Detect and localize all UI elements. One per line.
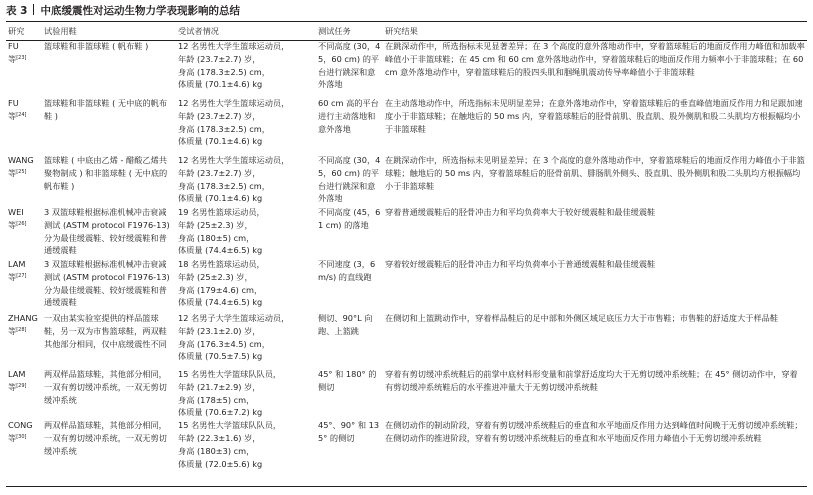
shoes-cell: 3 双篮球鞋根据标准机械冲击衰减测试 (ASTM protocol F1976-13) 分为最佳缓震鞋、较好缓震鞋和普通缓震鞋 <box>44 207 170 256</box>
study-etal: 等[24] <box>8 110 27 121</box>
table-label: 表 3 <box>6 5 28 17</box>
study-etal: 等[23] <box>8 53 27 64</box>
subject-line: 身高 (180±3) cm， <box>178 445 255 456</box>
study-etal: 等[30] <box>8 432 27 443</box>
task-cell: 不同高度 (45，61 cm) 的落地 <box>318 207 381 230</box>
citation-ref: [30] <box>16 433 27 440</box>
subjects-cell <box>176 368 316 419</box>
table-header-row <box>6 22 807 40</box>
citation-ref: [24] <box>16 111 27 118</box>
subject-line: 身高 (179±4.6) cm， <box>178 284 263 295</box>
subject-line: 19 名男性篮球运动员， <box>178 207 265 217</box>
subject-line: 年龄 (23.7±2.7) 岁， <box>178 167 261 178</box>
study-cell <box>6 258 42 312</box>
shoes-cell: 一双由某实验室提供的样品篮球鞋，另一双为市售篮球鞋，两双鞋其他部分相同，仅中底缓震性不同 <box>44 313 167 349</box>
header-shoes: 试验用鞋 <box>44 25 77 36</box>
subject-line: 体质量 (70.5±7.5) kg <box>178 351 263 362</box>
caption-separator <box>33 4 34 15</box>
subject-line: 身高 (178.3±2.5) cm， <box>178 66 270 77</box>
subject-line: 体质量 (70.6±7.2) kg <box>178 407 263 418</box>
subject-line: 体质量 (70.1±4.6) kg <box>178 136 263 147</box>
shoes-cell: 篮球鞋和非篮球鞋 ( 帆布鞋 ) <box>44 41 149 51</box>
subject-line: 年龄 (21.7±2.9) 岁， <box>178 381 261 392</box>
study-author: WEI <box>8 207 24 217</box>
study-etal: 等[29] <box>8 381 27 392</box>
subjects-cell <box>176 154 316 206</box>
study-etal: 等[27] <box>8 271 27 282</box>
shoes-cell: 两双样品篮球鞋，其他部分相同，一双有剪切缓冲系统，一双无剪切缓冲系统 <box>44 369 167 405</box>
table-row <box>6 154 807 206</box>
subjects-cell <box>176 97 316 154</box>
study-cell <box>6 312 42 368</box>
subject-line: 年龄 (25±2.3) 岁， <box>178 271 253 282</box>
study-cell <box>6 206 42 258</box>
subject-line: 身高 (180±5) cm， <box>178 232 255 243</box>
subjects-cell <box>176 40 316 97</box>
subject-line: 年龄 (23.7±2.7) 岁， <box>178 110 261 121</box>
subjects-cell <box>176 206 316 258</box>
study-etal: 等[28] <box>8 325 27 336</box>
subject-line: 12 名男性大学生篮球运动员， <box>178 155 290 165</box>
study-author: FU <box>8 41 19 51</box>
citation-ref: [27] <box>16 272 27 279</box>
subject-line: 15 名男性大学篮球队队员， <box>178 369 282 379</box>
citation-ref: [28] <box>16 326 27 333</box>
study-etal: 等[25] <box>8 167 27 178</box>
subject-line: 体质量 (74.4±6.5) kg <box>178 297 263 308</box>
study-cell <box>6 419 42 481</box>
subject-line: 15 名男性大学篮球队队员， <box>178 420 282 431</box>
result-cell: 在侧切动作的制动阶段，穿着有剪切缓冲系统鞋后的垂直和水平地面反作用力达到峰值时间晚于无剪切缓冲系统鞋；在侧切动作的推进阶段，穿着有剪切缓冲系统鞋后的垂直和水平地面反作用力峰值小于无剪切缓冲系统鞋 <box>385 420 803 443</box>
study-author: ZHANG <box>8 313 38 323</box>
shoes-cell: 两双样品篮球鞋，其他部分相同，一双有剪切缓冲系统，一双无剪切缓冲系统 <box>44 420 167 456</box>
shoes-cell: 篮球鞋和非篮球鞋 ( 无中底的帆布鞋 ) <box>44 98 168 121</box>
bottom-rule <box>6 486 807 487</box>
result-cell: 穿着有剪切缓冲系统鞋后的前掌中底材料形变量和前掌舒适度均大于无剪切缓冲系统鞋；在 45° 侧切动作中，穿着有剪切缓冲系统鞋后的水平推进冲量大于无剪切缓冲系统鞋 <box>385 369 798 392</box>
task-cell: 45° 和 180° 的侧切 <box>318 369 377 392</box>
subject-line: 体质量 (74.4±6.5) kg <box>178 245 263 256</box>
subject-line: 12 名男子大学生篮球运动员， <box>178 313 290 323</box>
result-cell: 在跳深动作中，所选指标未见明显差异；在 3 个高度的意外落地动作中，穿着篮球鞋后的地面反作用力峰值小于非篮球鞋；触地后的 50 ms 内，穿着篮球鞋后的胫骨前肌、腓肠肌外侧头、股直肌、股外侧肌和股二头肌均方根振幅均小于非篮球鞋 <box>385 155 805 191</box>
subject-line: 身高 (176.3±4.5) cm， <box>178 338 270 349</box>
subject-line: 体质量 (70.1±4.6) kg <box>178 79 263 90</box>
study-author: CONG <box>8 420 33 431</box>
subject-line: 年龄 (22.3±1.6) 岁， <box>178 432 261 443</box>
task-cell: 侧切、90°L 向跑、上篮跳 <box>318 313 373 336</box>
subject-line: 12 名男性大学生篮球运动员， <box>178 41 290 51</box>
task-cell: 不同高度 (30，45，60 cm) 的平台进行跳深和意外落地 <box>318 155 381 204</box>
study-author: LAM <box>8 259 26 269</box>
subjects-cell <box>176 419 316 481</box>
study-author: LAM <box>8 369 26 379</box>
subject-line: 年龄 (25±2.3) 岁， <box>178 219 253 230</box>
subjects-cell <box>176 258 316 312</box>
subject-line: 身高 (178.3±2.5) cm， <box>178 180 270 191</box>
result-cell: 在跳深动作中，所选指标未见显著差异；在 3 个高度的意外落地动作中，穿着篮球鞋后的地面反作用力峰值和加载率峰值小于非篮球鞋；在 45 cm 和 60 cm 意外落地动作中，穿着篮球鞋后的地面反作用力频率小于非篮球鞋；在 60 cm 意外落地动作中，穿着篮球鞋后的股四头肌和腘绳肌震动传导率峰值小于非篮球鞋 <box>385 41 805 77</box>
subject-line: 12 名男性大学生篮球运动员， <box>178 98 290 108</box>
task-cell: 60 cm 高的平台进行主动落地和意外落地 <box>318 98 379 134</box>
subject-line: 身高 (178±5) cm， <box>178 394 255 405</box>
study-cell <box>6 154 42 206</box>
citation-ref: [23] <box>16 54 27 61</box>
result-cell: 在主动落地动作中，所选指标未见明显差异；在意外落地动作中，穿着篮球鞋后的垂直峰值地面反作用力和足跟加速度小于非篮球鞋；在触地后的 50 ms 内，穿着篮球鞋后的胫骨前肌、股直肌、股外侧肌和股二头肌均方根振幅均小于非篮球鞋 <box>385 98 803 134</box>
header-task: 测试任务 <box>318 25 351 36</box>
table-row <box>6 40 807 97</box>
task-cell: 45°、90° 和 135° 的侧切 <box>318 420 380 443</box>
header-subjects: 受试者情况 <box>178 25 219 36</box>
study-cell <box>6 40 42 97</box>
table-row <box>6 312 807 368</box>
header-study: 研究 <box>8 25 25 36</box>
citation-ref: [29] <box>16 382 27 389</box>
study-etal: 等[26] <box>8 219 27 230</box>
subject-line: 身高 (178.3±2.5) cm， <box>178 123 270 134</box>
task-cell: 不同高度 (30，45，60 cm) 的平台进行跳深和意外落地 <box>318 41 381 90</box>
table-row <box>6 206 807 258</box>
table-caption <box>6 2 807 20</box>
shoes-cell: 篮球鞋 ( 中底由乙烯 - 醋酸乙烯共聚物制成 ) 和非篮球鞋 ( 无中底的帆布鞋 ) <box>44 155 168 191</box>
summary-table <box>6 22 807 481</box>
header-results: 研究结果 <box>385 25 418 36</box>
result-cell: 穿着普通缓震鞋后的胫骨冲击力和平均负荷率大于较好缓震鞋和最佳缓震鞋 <box>385 207 656 217</box>
study-author: FU <box>8 98 19 108</box>
table-row <box>6 258 807 312</box>
subject-line: 体质量 (70.1±4.6) kg <box>178 193 263 204</box>
subject-line: 年龄 (23.7±2.7) 岁， <box>178 53 261 64</box>
citation-ref: [25] <box>16 168 27 175</box>
task-cell: 不同速度 (3，6 m/s) 的直线跑 <box>318 259 376 282</box>
subject-line: 体质量 (72.0±5.6) kg <box>178 458 263 469</box>
table-row <box>6 368 807 419</box>
study-cell <box>6 368 42 419</box>
citation-ref: [26] <box>16 220 27 227</box>
study-cell <box>6 97 42 154</box>
subject-line: 18 名男性篮球运动员， <box>178 259 265 269</box>
study-author: WANG <box>8 155 34 165</box>
subjects-cell <box>176 312 316 368</box>
shoes-cell: 3 双篮球鞋根据标准机械冲击衰减测试 (ASTM protocol F1976-13) 分为最佳缓震鞋、较好缓震鞋和普通缓震鞋 <box>44 259 170 308</box>
subject-line: 年龄 (23.1±2.0) 岁， <box>178 325 261 336</box>
result-cell: 穿着较好缓震鞋后的胫骨冲击力和平均负荷率小于普通缓震鞋和最佳缓震鞋 <box>385 259 656 269</box>
table-title: 中底缓震性对运动生物力学表现影响的总结 <box>40 5 240 17</box>
table-row <box>6 419 807 481</box>
table-row <box>6 97 807 154</box>
result-cell: 在侧切和上篮跳动作中，穿着样品鞋后的足中部和外侧区域足底压力大于市售鞋；市售鞋的舒适度大于样品鞋 <box>385 313 779 323</box>
